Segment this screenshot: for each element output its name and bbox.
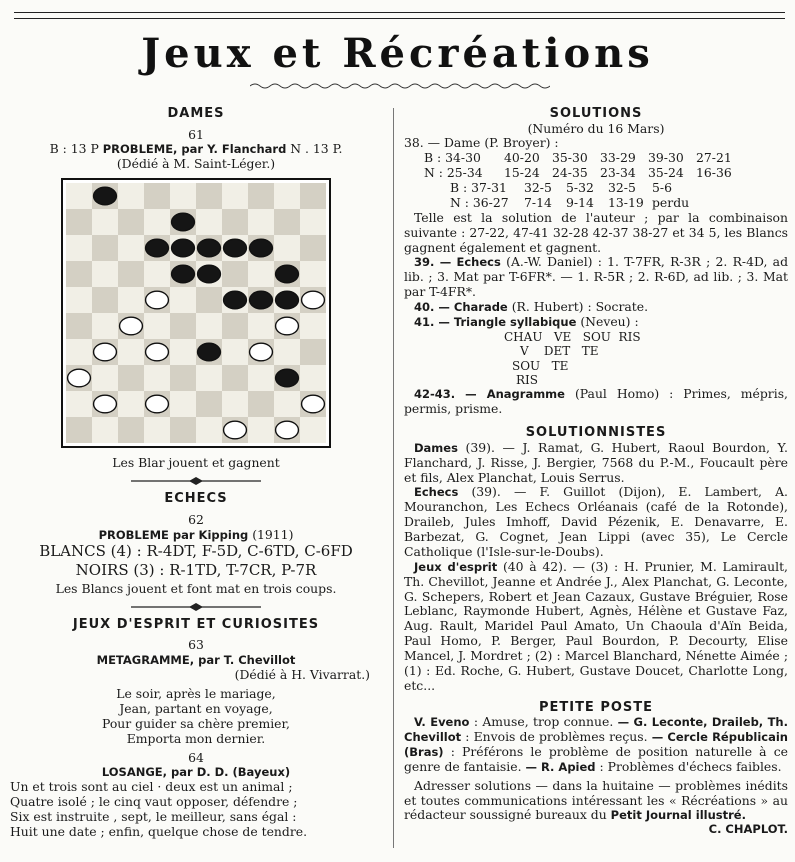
board-square-light xyxy=(170,391,196,417)
poste-leconte-label: — G. Leconte, Draileb, Th. Chevillot xyxy=(404,715,788,745)
black-checker-piece xyxy=(250,291,273,309)
solutionnistes-jeux-label: Jeux d'esprit xyxy=(414,559,498,574)
board-square-light xyxy=(170,183,196,209)
left-column xyxy=(10,104,382,840)
board-square-light xyxy=(196,209,222,235)
echecs-problem-label: PROBLEME par Kipping xyxy=(98,527,249,542)
board-square-light xyxy=(66,339,92,365)
solution-triangle-author: (Neveu) : xyxy=(580,313,639,329)
poem-line: Pour guider sa chère premier, xyxy=(102,715,290,731)
board-square-light xyxy=(300,209,326,235)
metagramme-poem xyxy=(10,687,382,747)
dames-caption: Les Blar jouent et gagnent xyxy=(112,455,280,471)
board-square-light xyxy=(274,391,300,417)
board-square-light xyxy=(222,391,248,417)
poem-line: Jean, partant en voyage, xyxy=(119,700,273,716)
solution-n-row xyxy=(404,166,788,181)
column-divider xyxy=(393,108,394,848)
board-square-light xyxy=(144,417,170,443)
solution-charade-label: 40. — Charade xyxy=(414,300,508,315)
board-square-light xyxy=(300,313,326,339)
poste-leconte-text: : Envois de problèmes reçus. xyxy=(465,729,648,745)
board-square-light xyxy=(300,365,326,391)
black-checker-piece xyxy=(224,239,247,257)
dames-white-count: B : 13 P xyxy=(49,141,99,157)
echecs-problem-line xyxy=(10,528,382,543)
board-square-light xyxy=(144,313,170,339)
board-square-dark xyxy=(118,261,144,287)
white-checker-piece xyxy=(146,291,169,309)
solution-charade xyxy=(404,300,788,315)
solutionnistes-dames xyxy=(404,441,788,486)
board-square-dark xyxy=(274,209,300,235)
board-square-dark xyxy=(170,313,196,339)
board-square-dark xyxy=(66,261,92,287)
solutionnistes-heading: SOLUTIONNISTES xyxy=(525,425,667,441)
solutionnistes-dames-text: (39). — J. Ramat, G. Hubert, Raoul Bourdon, Y. Flanchard, J. Risse, J. Bergier, 7568 du P.-M., Foucault père et fils, Alex Planchat, Louis Serrus. xyxy=(404,439,788,485)
section-separator xyxy=(131,477,261,485)
board-square-light xyxy=(248,209,274,235)
move: perdu xyxy=(652,194,690,210)
white-checker-piece xyxy=(120,317,143,335)
board-square-light xyxy=(274,339,300,365)
board-square-light xyxy=(300,261,326,287)
poem-line: Le soir, après le mariage, xyxy=(116,686,276,702)
black-checker-piece xyxy=(198,343,221,361)
white-checker-piece xyxy=(94,343,117,361)
move: 39-30 xyxy=(648,150,684,166)
petite-poste-messages xyxy=(404,715,788,775)
poem-line: Emporta mon dernier. xyxy=(126,730,266,746)
board-square-dark xyxy=(300,235,326,261)
solutions-issue: (Numéro du 16 Mars) xyxy=(527,120,665,136)
losange-line: Un et trois sont au ciel · deux est un animal ; xyxy=(10,779,293,795)
solution-echecs xyxy=(404,255,788,300)
board-square-dark xyxy=(196,287,222,313)
solution-charade-text: (R. Hubert) : Socrate. xyxy=(511,299,649,315)
board-square-dark xyxy=(92,287,118,313)
poste-veveno-label: V. Eveno xyxy=(414,715,470,730)
board-square-light xyxy=(118,287,144,313)
board-square-light xyxy=(118,391,144,417)
board-square-light xyxy=(66,391,92,417)
black-checker-piece xyxy=(172,265,195,283)
page-title: Jeux et Récréations xyxy=(141,30,654,77)
board-square-dark xyxy=(118,209,144,235)
board-square-light xyxy=(196,417,222,443)
poste-signature: C. CHAPLOT. xyxy=(708,822,788,837)
white-checker-piece xyxy=(146,343,169,361)
white-checker-piece xyxy=(276,317,299,335)
white-checker-piece xyxy=(94,395,117,413)
echecs-instruction: Les Blancs jouent et font mat en trois coups. xyxy=(55,580,337,596)
board-square-light xyxy=(274,235,300,261)
solution-triangle xyxy=(404,315,788,330)
triangle-row: RIS xyxy=(516,373,538,388)
white-checker-piece xyxy=(146,395,169,413)
solution-echecs-label: 39. — Echecs xyxy=(414,255,501,270)
board-square-dark xyxy=(248,391,274,417)
solutionnistes-jeux-text: (40 à 42). — (3) : H. Prunier, M. Lamirault, Th. Chevillot, Jeanne et Andrée J., Alex Planchat, G. Leconte, G. Schepers, Robert et Jean Cazaux, Gustave Bréguier, Rose Leblanc, Raymonde Hubert, Agnès, Hélène et Gustave Faz, Aug. Rault, Maridel Paul Amato, Un Chaoula d'Aïn Beida, Paul Homo, P. Berger, Paul Bourdon, P. Decourty, Elise Mancel, J. Mordret ; (2) : Marcel Blanchard, Nénette Aimée ; (1) : Ed. Roche, G. Hubert, Gustave Doucet, Charlotte Long, etc... xyxy=(404,558,788,693)
board-square-dark xyxy=(196,391,222,417)
board-square-dark xyxy=(92,235,118,261)
board-square-dark xyxy=(66,209,92,235)
move: 32-5 xyxy=(524,180,552,196)
board-square-light xyxy=(196,313,222,339)
triangle-row: V DET TE xyxy=(520,344,599,359)
dames-dedication: (Dédié à M. Saint-Léger.) xyxy=(116,156,276,172)
board-square-light xyxy=(222,339,248,365)
move: 40-20 xyxy=(504,150,540,166)
board-square-dark xyxy=(248,183,274,209)
black-checker-piece xyxy=(172,239,195,257)
board-square-dark xyxy=(66,313,92,339)
move: 35-30 xyxy=(552,150,588,166)
black-checker-piece xyxy=(146,239,169,257)
white-checker-piece xyxy=(302,395,325,413)
metagramme-number: 63 xyxy=(188,637,204,653)
black-checker-piece xyxy=(94,187,117,205)
move: 23-34 xyxy=(600,165,636,181)
board-square-dark xyxy=(300,339,326,365)
solution-b-row xyxy=(404,151,788,166)
solution-triangle-label: 41. — Triangle syllabique xyxy=(414,314,577,329)
poste-closing-text: Adresser solutions — dans la huitaine — problèmes inédits et toutes communications intéressant les « Récréations » au rédacteur soussigné bureaux du xyxy=(404,777,788,823)
board-square-dark xyxy=(144,183,170,209)
black-checker-piece xyxy=(198,239,221,257)
board-square-dark xyxy=(170,365,196,391)
board-square-light xyxy=(248,261,274,287)
solutionnistes-echecs xyxy=(404,485,788,559)
move: 24-35 xyxy=(552,165,588,181)
board-square-dark xyxy=(222,261,248,287)
echecs-problem-year: (1911) xyxy=(252,526,294,542)
white-checker-piece xyxy=(302,291,325,309)
board-square-light xyxy=(92,365,118,391)
board-square-light xyxy=(248,365,274,391)
losange-line: Huit une date ; enfin, quelque chose de tendre. xyxy=(10,823,308,839)
black-checker-piece xyxy=(198,265,221,283)
board-square-dark xyxy=(222,209,248,235)
poste-veveno-text: : Amuse, trop connue. xyxy=(473,714,614,730)
echecs-black-position: NOIRS (3) : R-1TD, T-7CR, P-7R xyxy=(75,561,317,580)
board-square-dark xyxy=(170,417,196,443)
black-checker-piece xyxy=(276,265,299,283)
metagramme-dedication: (Dédié à H. Vivarrat.) xyxy=(234,667,370,683)
petite-poste-closing xyxy=(404,777,788,837)
board-square-light xyxy=(92,313,118,339)
move: 5-32 xyxy=(566,180,594,196)
board-square-light xyxy=(248,313,274,339)
board-square-light xyxy=(118,183,144,209)
losange-line: Six est instruite , sept, le meilleur, sans égal : xyxy=(10,809,297,825)
board-square-light xyxy=(300,417,326,443)
dames-problem-number: 61 xyxy=(188,126,204,142)
triangle-row: CHAU VE SOU RIS xyxy=(504,329,641,344)
board-square-light xyxy=(92,209,118,235)
white-checker-piece xyxy=(250,343,273,361)
board-square-light xyxy=(92,417,118,443)
solution-n-row-2 xyxy=(404,196,788,211)
solution-anagramme-text: (Paul Homo) : Primes, mépris, permis, prisme. xyxy=(404,386,788,417)
solutionnistes-echecs-text: (39). — F. Guillot (Dijon), E. Lambert, A. Mouranchon, Les Echecs Orléanais (café de la Rotonde), Draileb, Jules Imhoff, David Pézenik, E. Denavarre, E. Barbezat, G. Cognet, Jean Lippi (avec 35), Le Cercle Catholique (l'Isle-sur-le-Doubs). xyxy=(404,484,788,559)
echecs-problem-number: 62 xyxy=(188,511,204,527)
solutionnistes-jeux xyxy=(404,560,788,694)
move: 13-19 xyxy=(608,194,644,210)
board-square-dark xyxy=(196,183,222,209)
dames-black-count: N . 13 P. xyxy=(290,141,343,157)
dames-problem-label: PROBLEME, par Y. Flanchard xyxy=(102,142,287,157)
white-checker-piece xyxy=(224,421,247,439)
black-checker-piece xyxy=(276,291,299,309)
top-rule-1 xyxy=(14,12,785,13)
poste-apied-label: — R. Apied xyxy=(525,759,596,774)
move: B : 34-30 xyxy=(424,150,481,166)
move: 7-14 xyxy=(524,194,552,210)
black-checker-piece xyxy=(276,369,299,387)
solution-dame-text: Telle est la solution de l'auteur ; par la combinaison suivante : 27-22, 47-41 32-28 42-37 38-27 et 34 5, les Blancs gagnent également et gagnent. xyxy=(404,209,788,255)
board-square-dark xyxy=(222,313,248,339)
poste-apied-text: : Problèmes d'échecs faibles. xyxy=(599,758,782,774)
board-square-light xyxy=(144,365,170,391)
board-square-light xyxy=(144,209,170,235)
top-rule-2 xyxy=(14,18,785,19)
board-square-dark xyxy=(66,417,92,443)
poste-cercle-text: : Préférons le problème de position naturelle à ce genre de fantaisie. xyxy=(404,743,788,774)
jeux-heading: JEUX D'ESPRIT ET CURIOSITES xyxy=(72,616,320,632)
solution-dame-label: 38. — Dame xyxy=(404,135,481,151)
dames-problem-line xyxy=(10,142,382,157)
move: N : 36-27 xyxy=(450,194,509,210)
board-square-light xyxy=(66,287,92,313)
section-separator xyxy=(131,603,261,611)
metagramme-title-line xyxy=(10,653,382,668)
checkers-board xyxy=(61,178,331,448)
solutionnistes-echecs-label: Echecs xyxy=(414,485,459,500)
board-square-light xyxy=(222,183,248,209)
losange-line: Quatre isolé ; le cinq vaut opposer, défendre ; xyxy=(10,794,298,810)
board-square-dark xyxy=(300,183,326,209)
petite-poste-heading: PETITE POSTE xyxy=(538,699,654,715)
board-square-dark xyxy=(118,417,144,443)
move: 27-21 xyxy=(696,150,732,166)
echecs-heading: ECHECS xyxy=(164,491,228,507)
move: 35-24 xyxy=(648,165,684,181)
solutionnistes-dames-label: Dames xyxy=(414,440,458,455)
board-square-light xyxy=(196,365,222,391)
move: 33-29 xyxy=(600,150,636,166)
losange-number: 64 xyxy=(188,749,204,765)
solution-anagramme-label: 42-43. — Anagramme xyxy=(414,387,565,402)
black-checker-piece xyxy=(250,239,273,257)
board-square-dark xyxy=(222,365,248,391)
board-square-light xyxy=(144,261,170,287)
white-checker-piece xyxy=(276,421,299,439)
board-square-light xyxy=(66,235,92,261)
move: 5-6 xyxy=(652,180,672,196)
echecs-white-position: BLANCS (4) : R-4DT, F-5D, C-6TD, C-6FD xyxy=(39,542,353,561)
move: 16-36 xyxy=(696,165,732,181)
board-square-light xyxy=(274,183,300,209)
move: 15-24 xyxy=(504,165,540,181)
solution-dame-line xyxy=(404,136,788,151)
black-checker-piece xyxy=(172,213,195,231)
poste-journal-label: Petit Journal illustré. xyxy=(610,808,746,823)
board-square-light xyxy=(170,287,196,313)
board-square-light xyxy=(92,261,118,287)
solution-b-row-2 xyxy=(404,181,788,196)
move: 9-14 xyxy=(566,194,594,210)
move: 32-5 xyxy=(608,180,636,196)
solution-anagramme xyxy=(404,387,788,417)
title-wavy-underline xyxy=(250,82,550,90)
white-checker-piece xyxy=(68,369,91,387)
solution-echecs-text: (A.-W. Daniel) : 1. T-7FR, R-3R ; 2. R-4D, ad lib. ; 3. Mat par T-6FR*. — 1. R-5R ; 2. R-6D, ad lib. ; 3. Mat par T-4FR*. xyxy=(404,254,788,300)
right-column xyxy=(404,104,788,837)
board-square-light xyxy=(170,339,196,365)
board-square-dark xyxy=(118,365,144,391)
losange-title-line xyxy=(10,765,382,780)
board-square-light xyxy=(118,235,144,261)
move: B : 37-31 xyxy=(450,180,507,196)
poste-cercle-label: — Cercle Républicain (Bras) xyxy=(404,730,788,759)
board-square-light xyxy=(118,339,144,365)
triangle-row: SOU TE xyxy=(512,358,569,373)
metagramme-title: METAGRAMME, par T. Chevillot xyxy=(96,653,296,668)
losange-title: LOSANGE, par D. D. (Bayeux) xyxy=(101,765,291,780)
board-square-light xyxy=(248,417,274,443)
move: N : 25-34 xyxy=(424,165,483,181)
solution-dame-author: (P. Broyer) : xyxy=(484,135,559,151)
board-square-light xyxy=(66,183,92,209)
solutions-heading: SOLUTIONS xyxy=(549,106,643,121)
dames-heading: DAMES xyxy=(167,106,225,121)
black-checker-piece xyxy=(224,291,247,309)
